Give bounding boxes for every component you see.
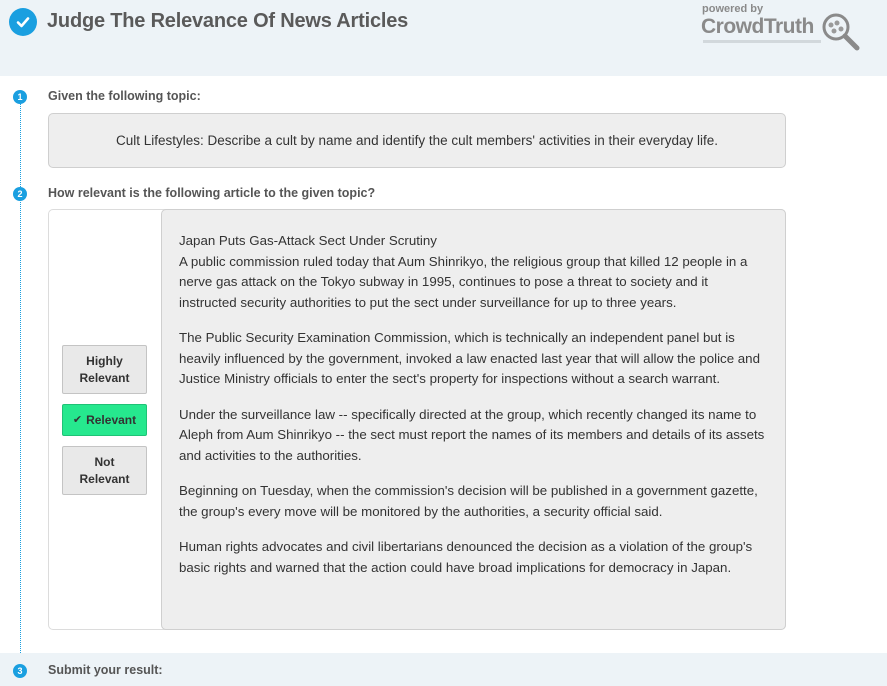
step-3-badge: 3 [13, 664, 27, 678]
topic-text: Cult Lifestyles: Describe a cult by name and identify the cult members' activities in their everyday life. [115, 133, 719, 148]
step-3-label: Submit your result: [48, 663, 163, 677]
not-relevant-button[interactable] [62, 446, 147, 495]
checkmark-icon: ✔ [72, 413, 83, 426]
logo-brand: CrowdTruth [701, 15, 814, 38]
crowdtruth-logo [700, 3, 865, 53]
article-panel [161, 209, 786, 630]
relevant-button[interactable] [62, 404, 147, 436]
not-relevant-label-line2: Relevant [79, 471, 130, 486]
step-2-badge: 2 [13, 187, 27, 201]
article-paragraph: The Public Security Examination Commission, which is technically an independent panel but is heavily influenced by the government, invoked a law enacted last year that will allow the police and Justice Ministry officials to enter the sect's property for inspections without a search warrant. [179, 330, 760, 386]
relevant-label: Relevant [86, 412, 137, 427]
article-paragraph: A public commission ruled today that Aum Shinrikyo, the religious group that killed 12 people in a nerve gas attack on the Tokyo subway in 1995, continues to pose a threat to society and it instructed security authorities to put the sect under surveillance for up to three years. [179, 253, 748, 310]
highly-relevant-label-line1: Highly [86, 353, 123, 368]
article-headline: Japan Puts Gas-Attack Sect Under Scrutiny [179, 233, 437, 248]
article-paragraph: Beginning on Tuesday, when the commission's decision will be published in a government gazette, the group's every move will be monitored by the authorities, a security official said. [179, 483, 758, 519]
logo-powered-by: powered by [702, 3, 764, 15]
not-relevant-label-line1: Not [94, 454, 115, 469]
header-bar [0, 0, 887, 76]
timeline-line [20, 92, 21, 677]
step-1-badge: 1 [13, 90, 27, 104]
logo-tagline-line [703, 40, 821, 43]
article-paragraph: Under the surveillance law -- specifically directed at the group, which recently changed its name to Aleph from Aum Shinrikyo -- the sect must report the names of its members and details of its assets and activities to the authorities. [179, 406, 765, 463]
check-circle-icon [9, 8, 37, 36]
step-1-label: Given the following topic: [48, 89, 201, 103]
topic-box [48, 113, 786, 168]
step-2-label: How relevant is the following article to the given topic? [48, 186, 376, 200]
highly-relevant-button[interactable] [62, 345, 147, 394]
page-title: Judge The Relevance Of News Articles [47, 10, 409, 32]
magnifier-icon [820, 11, 862, 58]
highly-relevant-label-line2: Relevant [79, 370, 130, 385]
article-paragraph: Human rights advocates and civil libertarians denounced the decision as a violation of the group's basic rights and warned that the action could have broad implications for democracy in Japan. [179, 539, 753, 575]
